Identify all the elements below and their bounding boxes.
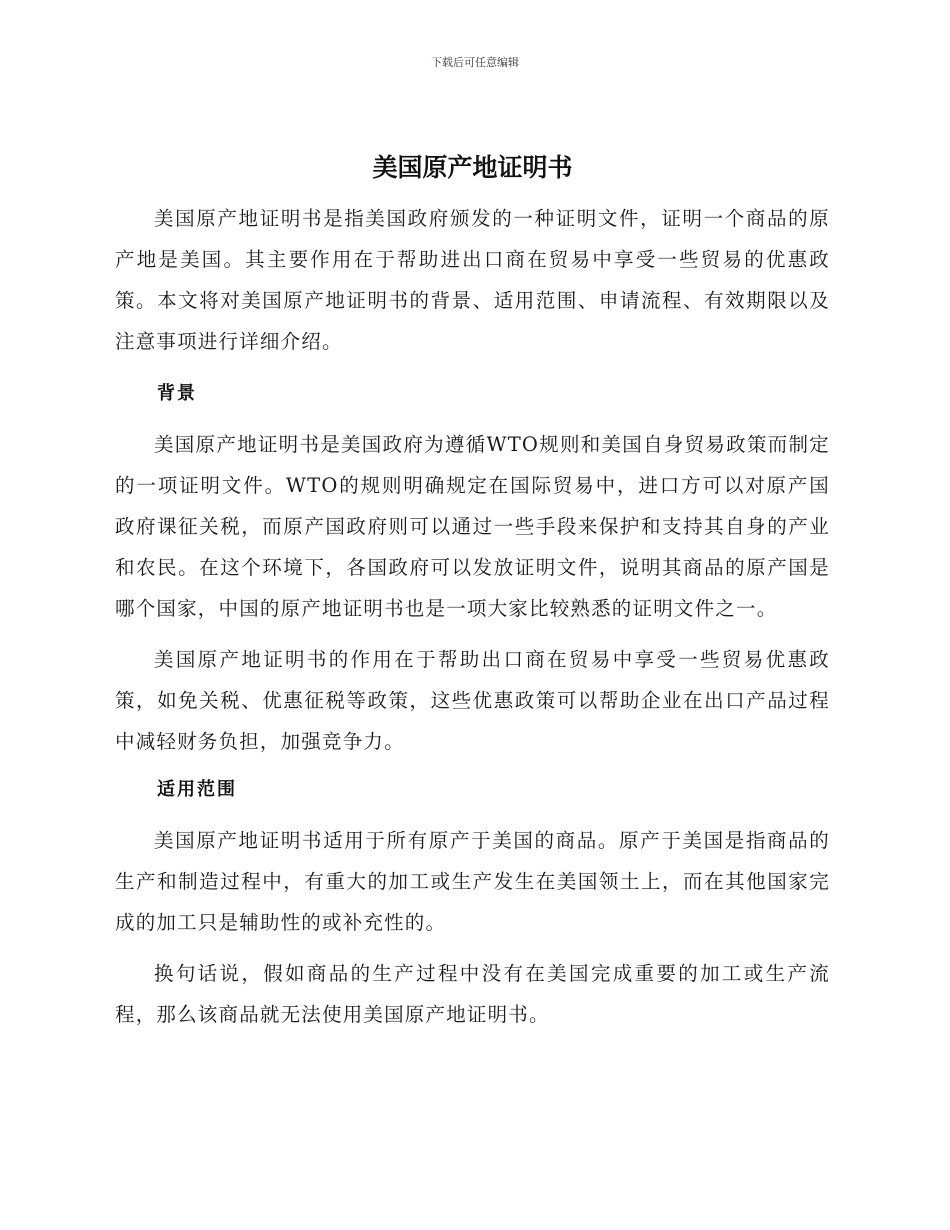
background-paragraph-1: 美国原产地证明书是美国政府为遵循WTO规则和美国自身贸易政策而制定的一项证明文件。WTO的规则明确规定在国际贸易中，进口方可以对原产国政府课征关税，而原产国政府则可以通过一些手段来保护和支持其自身的产业和农民。在这个环境下，各国政府可以发放证明文件，说明其商品的原产国是哪个国家，中国的原产地证明书也是一项大家比较熟悉的证明文件之一。 — [115, 433, 830, 620]
header-note: 下载后可任意编辑 — [431, 56, 519, 69]
intro-paragraph: 美国原产地证明书是指美国政府颁发的一种证明文件，证明一个商品的原产地是美国。其主要作用在于帮助进出口商在贸易中享受一些贸易的优惠政策。本文将对美国原产地证明书的背景、适用范围、申请流程、有效期限以及注意事项进行详细介绍。 — [115, 207, 830, 353]
document-title: 美国原产地证明书 — [372, 153, 573, 182]
scope-paragraph-1: 美国原产地证明书适用于所有原产于美国的商品。原产于美国是指商品的生产和制造过程中，有重大的加工或生产发生在美国领土上，而在其他国家完成的加工只是辅助性的或补充性的。 — [115, 829, 830, 934]
scope-paragraph-2: 换句话说，假如商品的生产过程中没有在美国完成重要的加工或生产流程，那么该商品就无法使用美国原产地证明书。 — [115, 962, 830, 1026]
section-heading-scope: 适用范围 — [157, 779, 237, 800]
document-body — [115, 148, 830, 1045]
background-paragraph-2: 美国原产地证明书的作用在于帮助出口商在贸易中享受一些贸易优惠政策，如免关税、优惠征税等政策，这些优惠政策可以帮助企业在出口产品过程中减轻财务负担，加强竞争力。 — [115, 648, 830, 753]
section-heading-background: 背景 — [157, 383, 197, 404]
